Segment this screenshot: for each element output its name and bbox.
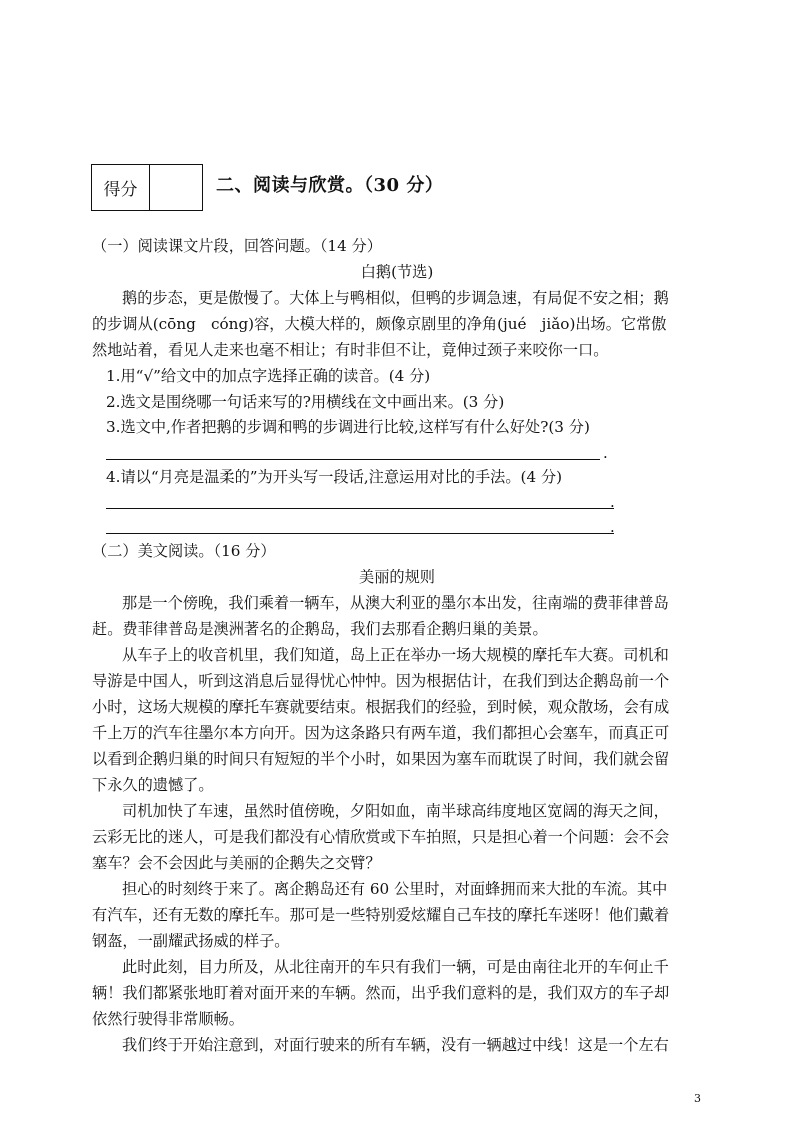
part2-passage-line: 下永久的遗憾了。 <box>92 776 214 794</box>
part2-passage-line: 导游是中国人，听到这消息后显得忧心忡忡。因为根据估计，在我们到达企鹅岛前一个 <box>92 672 670 690</box>
part2-passage-line: 司机加快了车速，虽然时值傍晚，夕阳如血，南半球高纬度地区宽阔的海天之间， <box>122 802 669 820</box>
score-box <box>91 164 203 211</box>
part2-passage-line: 担心的时刻终于来了。离企鹅岛还有 60 公里时，对面蜂拥而来大批的车流。其中 <box>122 880 668 898</box>
answer-end-mark: . <box>610 493 615 511</box>
part2-passage-line: 从车子上的收音机里，我们知道，岛上正在举办一场大规模的摩托车大赛。司机和 <box>122 646 669 664</box>
question-2: 2.选文是围绕哪一句话来写的?用横线在文中画出来。(3 分) <box>106 393 505 411</box>
part1-passage-line: 然地站着，看见人走来也毫不相让；有时非但不让，竟伸过颈子来咬你一口。 <box>92 341 609 359</box>
page-number: 3 <box>694 1092 701 1105</box>
part2-passage-line: 塞车？会不会因此与美丽的企鹅失之交臂？ <box>92 854 381 872</box>
part2-passage-line: 我们终于开始注意到，对面行驶来的所有车辆，没有一辆越过中线！这是一个左右 <box>122 1036 669 1054</box>
part2-passage-title: 美丽的规则 <box>359 568 435 586</box>
part2-passage-line: 那是一个傍晚，我们乘着一辆车，从澳大利亚的墨尔本出发，往南端的费菲律普岛 <box>122 594 669 612</box>
part2-passage-line: 以看到企鹅归巢的时间只有短短的半个小时，如果因为塞车而耽误了时间，我们就会留 <box>92 750 670 768</box>
part2-passage-line: 云彩无比的迷人，可是我们都没有心情欣赏或下车拍照，只是担心着一个问题：会不会 <box>92 828 670 846</box>
question-4: 4.请以“月亮是温柔的”为开头写一段话,注意运用对比的手法。(4 分) <box>106 468 563 486</box>
part2-passage-line: 赶。费菲律普岛是澳洲著名的企鹅岛，我们去那看企鹅归巢的美景。 <box>92 620 548 638</box>
part2-passage-line: 辆！我们都紧张地盯着对面开来的车辆。然而，出乎我们意料的是，我们双方的车子却 <box>92 984 670 1002</box>
answer-line <box>106 533 614 534</box>
answer-line <box>106 508 614 509</box>
part2-passage-line: 千上万的汽车往墨尔本方向开。因为这条路只有两车道，我们都担心会塞车，而真正可 <box>92 724 670 742</box>
part1-passage-title: 白鹅(节选) <box>360 263 434 281</box>
part2-passage-line: 有汽车，还有无数的摩托车。那可是一些特别爱炫耀自己车技的摩托车迷呀！他们戴着 <box>92 906 670 924</box>
question-3: 3.选文中,作者把鹅的步调和鸭的步调进行比较,这样写有什么好处?(3 分) <box>106 418 590 436</box>
answer-end-mark: . <box>603 444 608 462</box>
part2-passage-line: 小时，这场大规模的摩托车赛就要结束。根据我们的经验，到时候，观众散场，会有成 <box>92 698 670 716</box>
part2-passage-line: 钢盔，一副耀武扬威的样子。 <box>92 932 290 950</box>
section-title: 二、阅读与欣赏。（30 分） <box>216 175 444 196</box>
question-1: 1.用“√”给文中的加点字选择正确的读音。(4 分) <box>106 367 431 385</box>
part2-passage-line: 此时此刻，目力所及，从北往南开的车只有我们一辆，可是由南往北开的车何止千 <box>122 958 669 976</box>
score-value-field <box>150 165 202 210</box>
part1-passage-line: 鹅的步态，更是傲慢了。大体上与鸭相似，但鸭的步调急速，有局促不安之相；鹅 <box>122 289 669 307</box>
part2-heading: （二）美文阅读。（16 分） <box>92 542 276 560</box>
part1-passage-line: 的步调从(cōng cóng)容，大模大样的，颇像京剧里的净角(jué jiǎo)出场。它常傲 <box>92 315 667 333</box>
score-label: 得分 <box>92 165 150 210</box>
part1-heading: （一）阅读课文片段，回答问题。（14 分） <box>92 237 382 255</box>
part2-passage-line: 依然行驶得非常顺畅。 <box>92 1010 244 1028</box>
answer-end-mark: . <box>610 518 615 536</box>
answer-line <box>106 459 600 460</box>
